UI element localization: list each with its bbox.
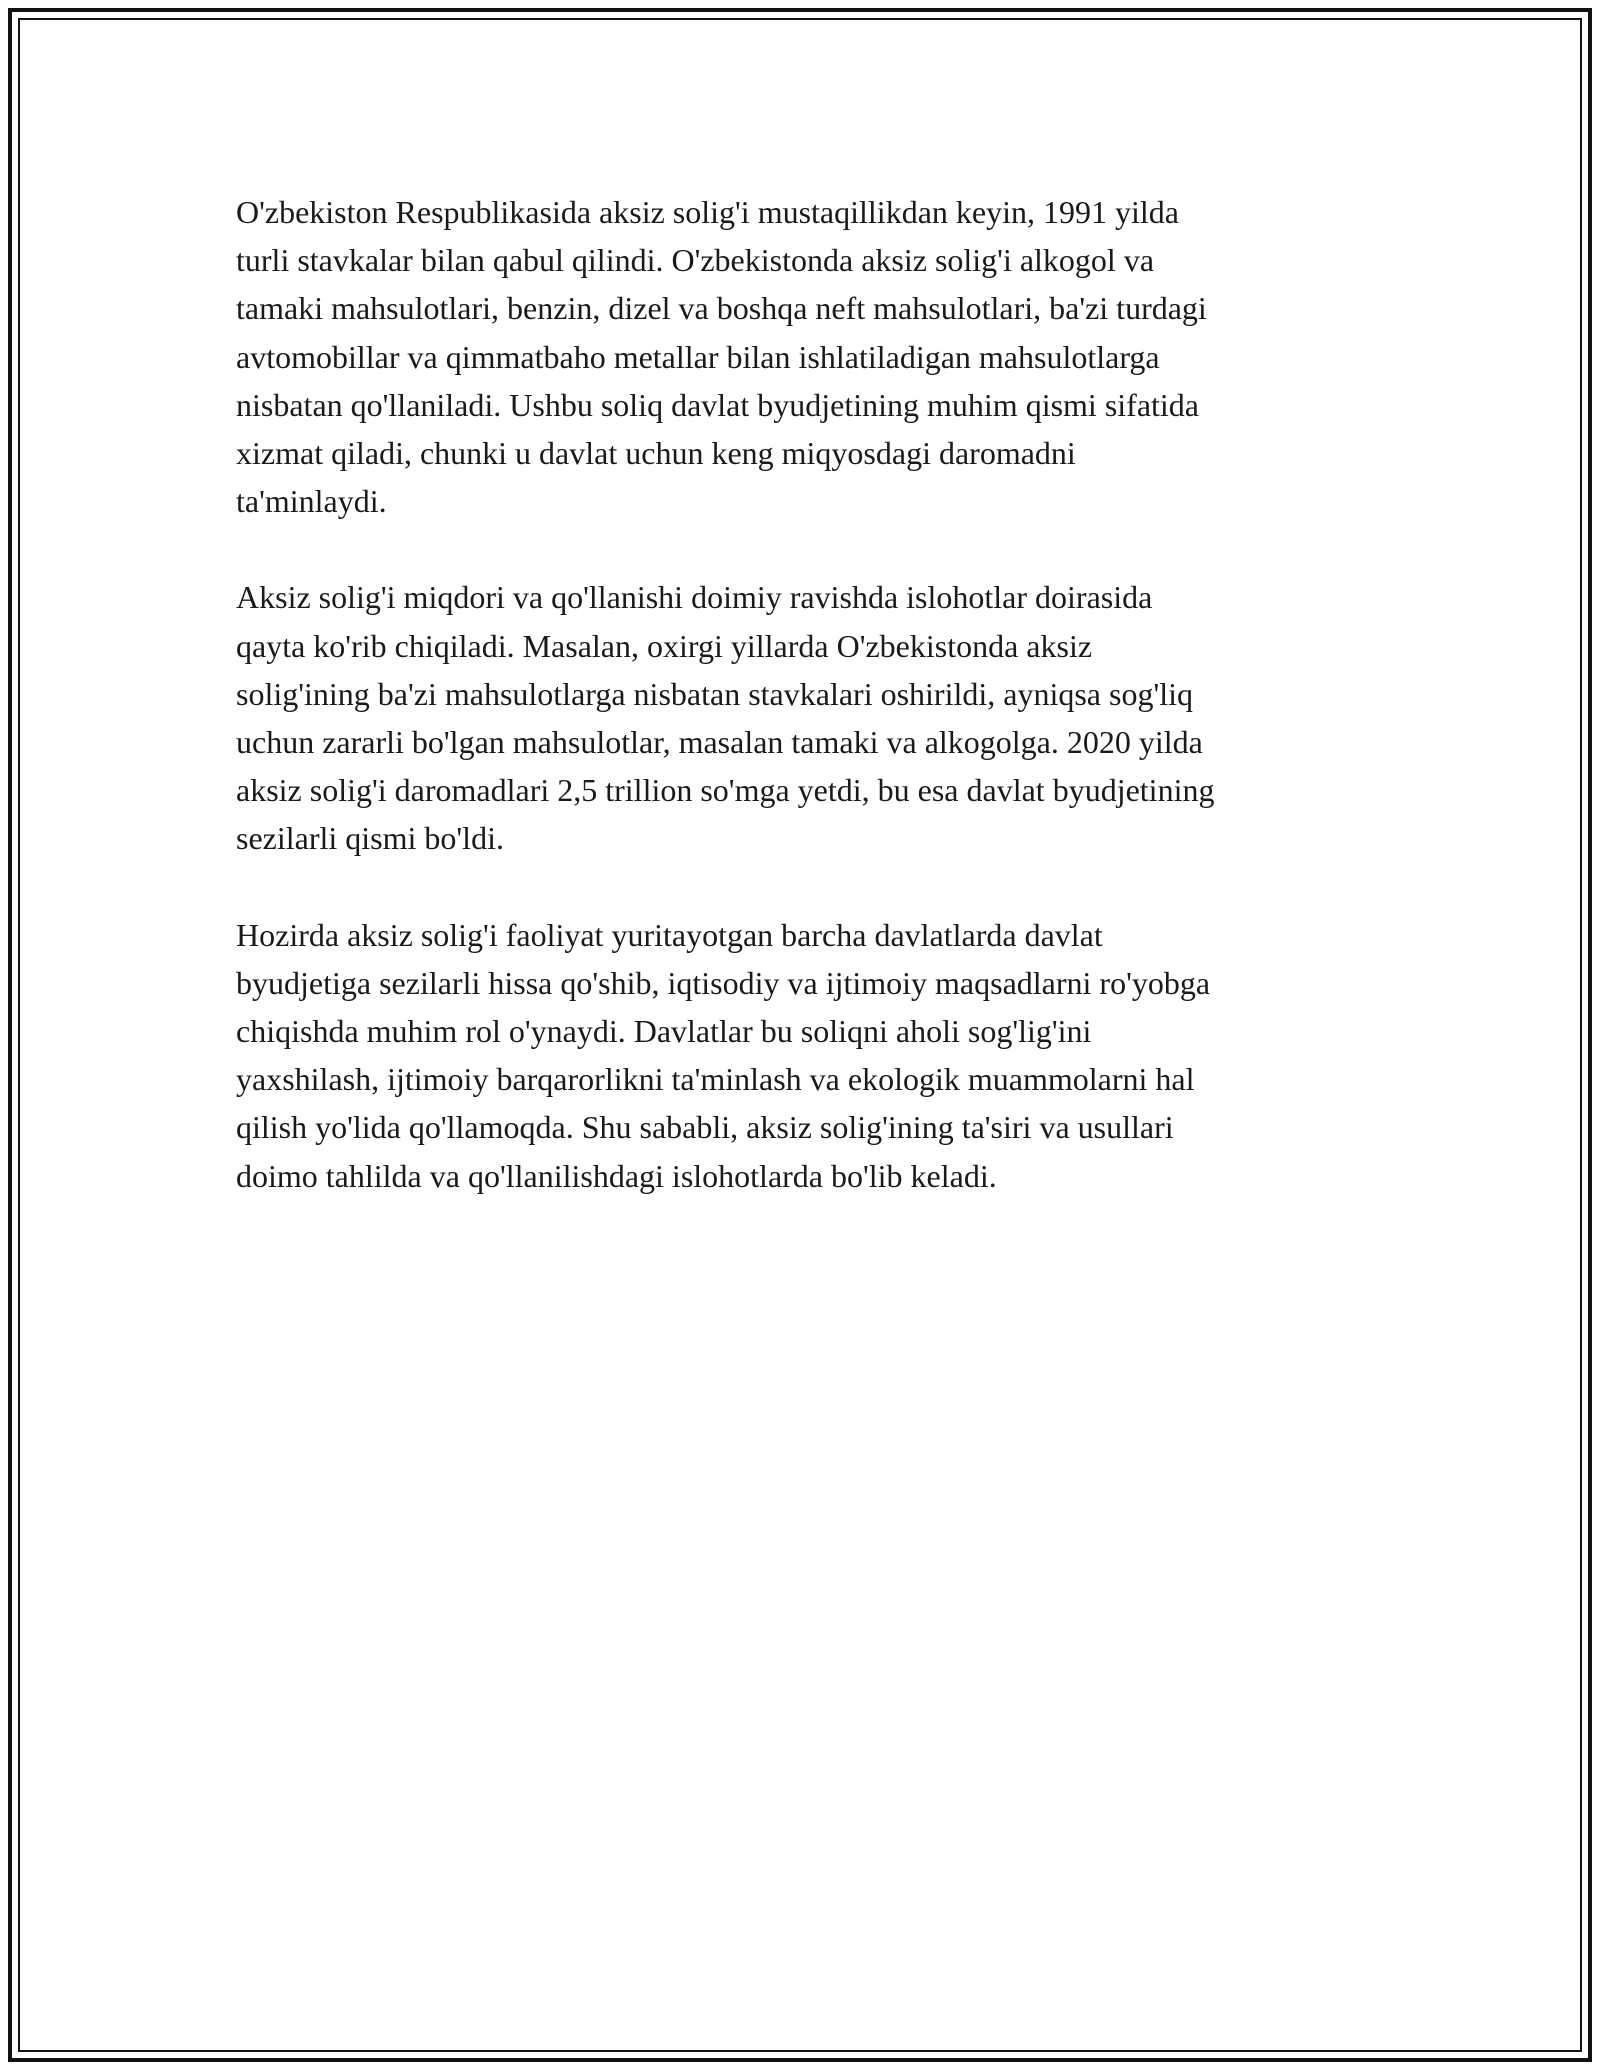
paragraph-1-line-2: turli stavkalar bilan qabul qilindi. O'zbekistonda aksiz solig'i alkogol va <box>236 242 1155 279</box>
paragraph-3-line-6: doimo tahlilda va qo'llanilishdagi islohotlarda bo'lib keladi. <box>236 1157 997 1194</box>
paragraph-3-line-2: byudjetiga sezilarli hissa qo'shib, iqtisodiy va ijtimoiy maqsadlarni ro'yobga <box>236 964 1211 1001</box>
paragraph-2-line-5: aksiz solig'i daromadlari 2,5 trillion so'mga yetdi, bu esa davlat byudjetining <box>236 772 1215 809</box>
paragraph-2-line-2: qayta ko'rib chiqiladi. Masalan, oxirgi yillarda O'zbekistonda aksiz <box>236 627 1093 664</box>
paragraph-1-line-4: avtomobillar va qimmatbaho metallar bilan ishlatiladigan mahsulotlarga <box>236 338 1160 375</box>
paragraph-2-line-4: uchun zararli bo'lgan mahsulotlar, masalan tamaki va alkogolga. 2020 yilda <box>236 724 1203 761</box>
paragraph-3-line-4: yaxshilash, ijtimoiy barqarorlikni ta'minlash va ekologik muammolarni hal <box>236 1061 1195 1098</box>
paragraph-1-line-1: O'zbekiston Respublikasida aksiz solig'i mustaqillikdan keyin, 1991 yilda <box>236 194 1179 230</box>
paragraph-3-line-3: chiqishda muhim rol o'ynaydi. Davlatlar bu soliqni aholi sog'lig'ini <box>236 1013 1092 1050</box>
paragraph-3 <box>236 911 1366 1200</box>
paragraph-1-line-6: xizmat qiladi, chunki u davlat uchun keng miqyosdagi daromadni <box>236 435 1076 472</box>
paragraph-1-line-3: tamaki mahsulotlari, benzin, dizel va boshqa neft mahsulotlari, ba'zi turdagi <box>236 290 1207 327</box>
paragraph-2-line-3: solig'ining ba'zi mahsulotlarga nisbatan stavkalari oshirildi, ayniqsa sog'liq <box>236 675 1193 712</box>
paragraph-2-line-6: sezilarli qismi bo'ldi. <box>236 820 504 857</box>
paragraph-1-line-7: ta'minlaydi. <box>236 483 387 520</box>
paragraph-3-line-1: Hozirda aksiz solig'i faoliyat yuritayotgan barcha davlatlarda davlat <box>236 916 1103 953</box>
paragraph-1 <box>236 188 1366 525</box>
document-body <box>236 188 1366 1248</box>
paragraph-2-line-1: Aksiz solig'i miqdori va qo'llanishi doimiy ravishda islohotlar doirasida <box>236 579 1153 616</box>
paragraph-1-line-5: nisbatan qo'llaniladi. Ushbu soliq davlat byudjetining muhim qismi sifatida <box>236 386 1199 423</box>
paragraph-2 <box>236 573 1366 862</box>
paragraph-3-line-5: qilish yo'lida qo'llamoqda. Shu sababli, aksiz solig'ining ta'siri va usullari <box>236 1109 1174 1146</box>
